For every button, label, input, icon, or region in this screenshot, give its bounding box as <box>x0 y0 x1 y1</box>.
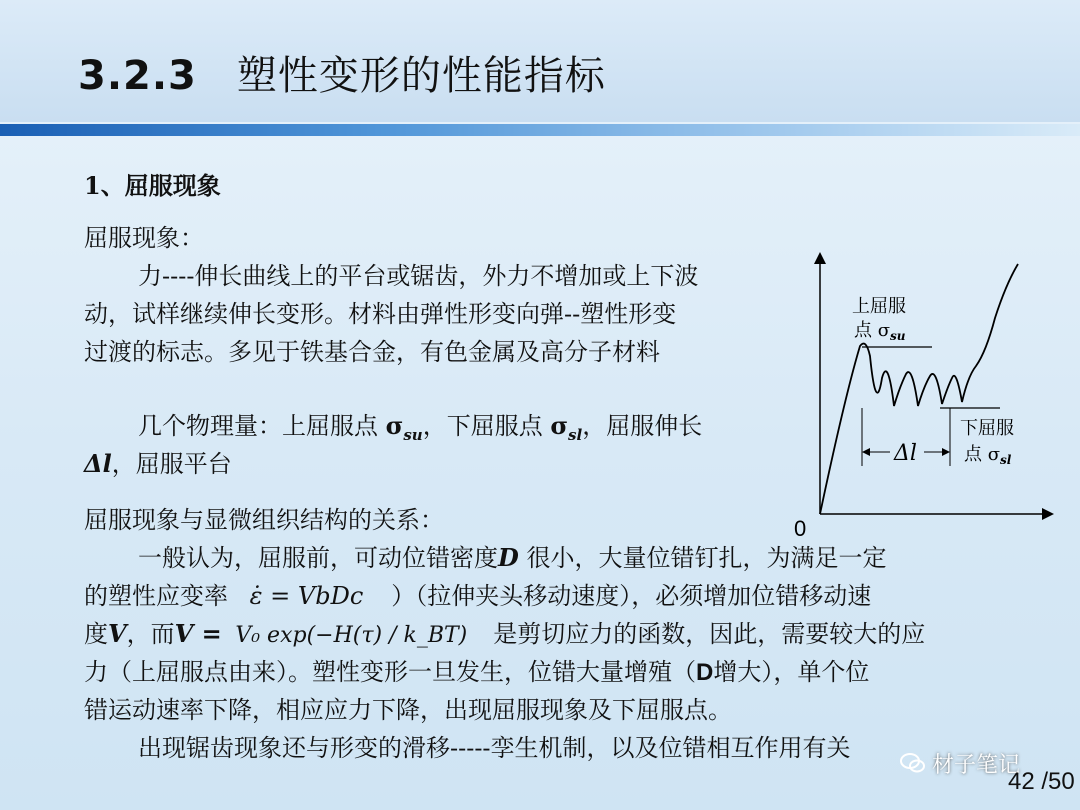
quantities-sep2: ，屈服伸长 <box>582 412 703 440</box>
sigma-su: σ <box>385 411 404 440</box>
relation-line1 <box>138 540 886 576</box>
delta-l: Δl <box>84 449 112 478</box>
phenomenon-label: 屈服现象： <box>84 224 204 252</box>
relation-line1-b: 很小，大量位错钉扎，为满足一定 <box>526 544 887 572</box>
relation-line4 <box>84 654 869 691</box>
delta-label: Δl <box>894 441 917 466</box>
relation-line3-c: 是剪切应力的函数，因此，需要较大的应 <box>493 620 926 648</box>
stress-strain-diagram <box>790 246 1060 546</box>
quantities-sep1: ，下屈服点 <box>422 412 543 440</box>
relation-line4-a: 力（上屈服点由来）。塑性变形一旦发生，位错大量增殖（ <box>84 658 696 686</box>
symbol-V-eq: V = <box>174 619 222 648</box>
title-rule <box>0 124 1080 136</box>
yield-curve <box>820 264 1018 514</box>
symbol-D: D <box>498 543 519 572</box>
relation-line1-a: 一般认为，屈服前，可动位错密度 <box>138 544 498 572</box>
relation-line3 <box>84 616 925 654</box>
relation-line3-a: 度 <box>84 620 108 648</box>
relation-line2-b: ）（拉伸夹头移动速度），必须增加位错移动速 <box>391 582 872 610</box>
section-number: 3.2.3 <box>78 53 197 99</box>
lower-label-1: 下屈服 <box>960 418 1014 439</box>
upper-label-2 <box>854 320 906 343</box>
slide-title <box>78 44 606 101</box>
upper-sub: su <box>890 329 906 343</box>
strain-rate-formula: ε̇ = VbDc <box>249 582 364 610</box>
quantities-line2 <box>84 446 232 482</box>
relation-line2-a: 的塑性应变率 <box>84 582 228 610</box>
relation-line4-b: 增大），单个位 <box>713 658 870 686</box>
sub-sl: sl <box>568 425 583 444</box>
para1-line1: 力----伸长曲线上的平台或锯齿，外力不增加或上下波 <box>138 262 699 290</box>
relation-line6: 出现锯齿现象还与形变的滑移-----孪生机制，以及位错相互作用有关 <box>138 734 851 762</box>
lower-label-2-text: 点 σ <box>964 444 1001 465</box>
lower-sub: sl <box>1000 453 1012 467</box>
heading-yield: 1、屈服现象 <box>84 171 221 200</box>
symbol-D-bold: D <box>696 659 714 686</box>
page-number: 42 /50 <box>1008 768 1075 795</box>
relation-line5: 错运动速率下降，相应应力下降，出现屈服现象及下屈服点。 <box>84 696 732 724</box>
lower-label-2 <box>964 444 1012 467</box>
symbol-V: V <box>108 619 127 648</box>
upper-label-2-text: 点 σ <box>854 320 891 341</box>
quantities-rest: ，屈服平台 <box>111 450 232 478</box>
sigma-sl: σ <box>550 411 569 440</box>
relation-line3-b: ，而 <box>126 620 175 648</box>
origin-label: 0 <box>794 516 807 541</box>
watermark: 材子笔记 <box>932 753 1021 778</box>
velocity-formula: V₀ exp(−H(τ) / k_BT) <box>235 623 468 648</box>
upper-label-1: 上屈服 <box>852 296 906 317</box>
relation-line2 <box>84 578 871 614</box>
quantities-text: 几个物理量：上屈服点 <box>138 412 378 440</box>
section-title: 塑性变形的性能指标 <box>236 53 606 99</box>
wechat-icon <box>900 752 926 774</box>
sub-su: su <box>403 425 423 444</box>
para1-line2: 动，试样继续伸长变形。材料由弹性形变向弹--塑性形变 <box>84 300 677 328</box>
para1-line3: 过渡的标志。多见于铁基合金，有色金属及高分子材料 <box>84 338 660 366</box>
relation-label: 屈服现象与显微组织结构的关系： <box>84 506 444 534</box>
